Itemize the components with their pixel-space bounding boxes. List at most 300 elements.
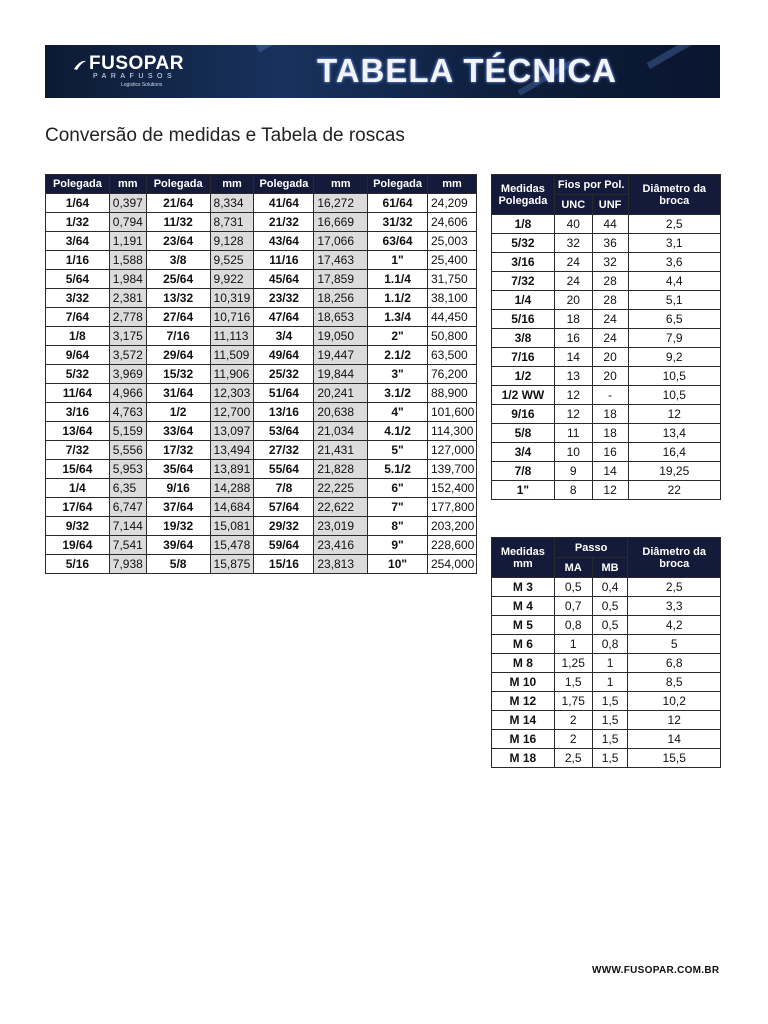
inch-cell: 9/64	[46, 346, 110, 365]
table-row	[492, 348, 721, 367]
size-cell: 5/32	[492, 234, 555, 253]
table-row	[46, 232, 477, 251]
mm-cell: 15,478	[210, 536, 254, 555]
table-row	[46, 289, 477, 308]
pitch-cell-1: 12	[554, 405, 592, 424]
inch-cell: 17/32	[146, 441, 210, 460]
drill-cell: 14	[628, 730, 721, 749]
mm-cell: 1,191	[109, 232, 146, 251]
drill-cell: 13,4	[628, 424, 721, 443]
size-cell: 3/16	[492, 253, 555, 272]
size-cell: 7/16	[492, 348, 555, 367]
header-mb: MB	[592, 558, 628, 578]
inch-cell: 55/64	[254, 460, 314, 479]
table-row	[46, 308, 477, 327]
inch-cell: 3/4	[254, 327, 314, 346]
table-row	[492, 673, 721, 692]
mm-cell: 25,400	[427, 251, 476, 270]
table-row	[492, 730, 721, 749]
mm-cell: 16,272	[314, 194, 368, 213]
table-row	[46, 460, 477, 479]
size-cell: 3/4	[492, 443, 555, 462]
inch-cell: 27/64	[146, 308, 210, 327]
inch-cell: 45/64	[254, 270, 314, 289]
mm-cell: 13,494	[210, 441, 254, 460]
inch-cell: 1.1/2	[368, 289, 428, 308]
mm-cell: 3,175	[109, 327, 146, 346]
drill-cell: 19,25	[628, 462, 721, 481]
mm-cell: 1,588	[109, 251, 146, 270]
mm-cell: 44,450	[427, 308, 476, 327]
pitch-cell-1: 24	[554, 253, 592, 272]
mm-cell: 19,050	[314, 327, 368, 346]
mm-cell: 24,209	[427, 194, 476, 213]
inch-cell: 7/32	[46, 441, 110, 460]
mm-cell: 19,844	[314, 365, 368, 384]
thread-table-inch	[491, 174, 721, 500]
conversion-header-row	[46, 175, 477, 194]
drill-cell: 10,2	[628, 692, 721, 711]
pitch-cell-1: 20	[554, 291, 592, 310]
table-row	[46, 327, 477, 346]
mm-cell: 22,225	[314, 479, 368, 498]
table-row	[492, 597, 721, 616]
mm-cell: 11,113	[210, 327, 254, 346]
inch-cell: 1/32	[46, 213, 110, 232]
banner-title: TABELA TÉCNICA	[317, 52, 617, 89]
table-row	[492, 386, 721, 405]
table-row	[46, 479, 477, 498]
pitch-cell-1: 24	[554, 272, 592, 291]
size-cell: M 6	[492, 635, 555, 654]
inch-cell: 9/16	[146, 479, 210, 498]
size-cell: M 3	[492, 578, 555, 597]
mm-cell: 228,600	[427, 536, 476, 555]
inch-cell: 25/64	[146, 270, 210, 289]
conversion-table	[45, 174, 477, 574]
inch-cell: 10"	[368, 555, 428, 574]
mm-cell: 20,638	[314, 403, 368, 422]
drill-cell: 15,5	[628, 749, 721, 768]
pitch-cell-1: 12	[554, 386, 592, 405]
table-row	[492, 711, 721, 730]
size-cell: 1/2 WW	[492, 386, 555, 405]
pitch-cell-1: 1,5	[554, 673, 592, 692]
header-polegada: Polegada	[46, 175, 110, 194]
mm-cell: 63,500	[427, 346, 476, 365]
inch-cell: 25/32	[254, 365, 314, 384]
pitch-cell-2: -	[592, 386, 628, 405]
inch-cell: 8"	[368, 517, 428, 536]
pitch-cell-2: 18	[592, 424, 628, 443]
size-cell: 9/16	[492, 405, 555, 424]
inch-cell: 13/32	[146, 289, 210, 308]
mm-cell: 7,938	[109, 555, 146, 574]
inch-cell: 31/64	[146, 384, 210, 403]
pitch-cell-1: 18	[554, 310, 592, 329]
inch-cell: 5/16	[46, 555, 110, 574]
mm-cell: 4,763	[109, 403, 146, 422]
mm-cell: 17,463	[314, 251, 368, 270]
size-cell: 7/8	[492, 462, 555, 481]
table-row	[492, 692, 721, 711]
inch-cell: 61/64	[368, 194, 428, 213]
pitch-cell-2: 0,5	[592, 616, 628, 635]
header-mm: mm	[314, 175, 368, 194]
inch-cell: 3/64	[46, 232, 110, 251]
header-mm: mm	[210, 175, 254, 194]
size-cell: 5/16	[492, 310, 555, 329]
pitch-cell-2: 1	[592, 654, 628, 673]
pitch-cell-1: 8	[554, 481, 592, 500]
header-polegada: Polegada	[146, 175, 210, 194]
inch-cell: 2"	[368, 327, 428, 346]
header-fios-por-pol: Fios por Pol.	[554, 175, 628, 195]
pitch-cell-2: 1	[592, 673, 628, 692]
pitch-cell-2: 20	[592, 348, 628, 367]
table-row	[46, 346, 477, 365]
table-row	[46, 213, 477, 232]
inch-cell: 1.3/4	[368, 308, 428, 327]
table-row	[492, 578, 721, 597]
table-row	[46, 403, 477, 422]
pitch-cell-2: 24	[592, 310, 628, 329]
inch-cell: 3/8	[146, 251, 210, 270]
inch-cell: 1/4	[46, 479, 110, 498]
inch-cell: 7/16	[146, 327, 210, 346]
drill-cell: 10,5	[628, 386, 721, 405]
pitch-cell-1: 9	[554, 462, 592, 481]
table-row	[492, 405, 721, 424]
inch-cell: 35/64	[146, 460, 210, 479]
inch-cell: 29/64	[146, 346, 210, 365]
fusopar-logo	[73, 53, 184, 88]
pitch-cell-1: 0,8	[554, 616, 592, 635]
inch-cell: 59/64	[254, 536, 314, 555]
inch-cell: 9"	[368, 536, 428, 555]
inch-cell: 41/64	[254, 194, 314, 213]
pitch-cell-2: 16	[592, 443, 628, 462]
mm-cell: 6,747	[109, 498, 146, 517]
mm-cell: 5,159	[109, 422, 146, 441]
footer-website: WWW.FUSOPAR.COM.BR	[592, 965, 720, 976]
drill-cell: 4,4	[628, 272, 721, 291]
inch-cell: 5.1/2	[368, 460, 428, 479]
pitch-cell-1: 13	[554, 367, 592, 386]
header-diametro-broca-metric: Diâmetro da broca	[628, 538, 721, 578]
mm-cell: 3,572	[109, 346, 146, 365]
pitch-cell-2: 0,8	[592, 635, 628, 654]
mm-cell: 139,700	[427, 460, 476, 479]
page-title: Conversão de medidas e Tabela de roscas	[45, 125, 405, 146]
size-cell: 1/8	[492, 215, 555, 234]
table-row	[492, 481, 721, 500]
inch-cell: 19/32	[146, 517, 210, 536]
mm-cell: 10,319	[210, 289, 254, 308]
header-medidas-polegada: Medidas Polegada	[492, 175, 555, 215]
mm-cell: 20,241	[314, 384, 368, 403]
inch-cell: 9/32	[46, 517, 110, 536]
drill-cell: 8,5	[628, 673, 721, 692]
drill-cell: 3,6	[628, 253, 721, 272]
mm-cell: 16,669	[314, 213, 368, 232]
table-row	[46, 365, 477, 384]
drill-cell: 7,9	[628, 329, 721, 348]
inch-cell: 4"	[368, 403, 428, 422]
drill-cell: 10,5	[628, 367, 721, 386]
drill-cell: 6,5	[628, 310, 721, 329]
table-row	[492, 272, 721, 291]
table-row	[46, 536, 477, 555]
mm-cell: 203,200	[427, 517, 476, 536]
table-row	[492, 253, 721, 272]
drill-cell: 5,1	[628, 291, 721, 310]
mm-cell: 11,509	[210, 346, 254, 365]
mm-cell: 88,900	[427, 384, 476, 403]
mm-cell: 9,922	[210, 270, 254, 289]
inch-cell: 4.1/2	[368, 422, 428, 441]
mm-cell: 7,541	[109, 536, 146, 555]
mm-cell: 127,000	[427, 441, 476, 460]
inch-cell: 3.1/2	[368, 384, 428, 403]
header-diametro-broca: Diâmetro da broca	[628, 175, 721, 215]
pitch-cell-2: 24	[592, 329, 628, 348]
inch-cell: 1/2	[146, 403, 210, 422]
pitch-cell-2: 12	[592, 481, 628, 500]
mm-cell: 11,906	[210, 365, 254, 384]
pitch-cell-1: 16	[554, 329, 592, 348]
pitch-cell-2: 18	[592, 405, 628, 424]
drill-cell: 3,1	[628, 234, 721, 253]
pitch-cell-2: 32	[592, 253, 628, 272]
table-row	[46, 251, 477, 270]
inch-cell: 31/32	[368, 213, 428, 232]
mm-cell: 6,35	[109, 479, 146, 498]
table-row	[492, 424, 721, 443]
mm-cell: 23,019	[314, 517, 368, 536]
drill-cell: 5	[628, 635, 721, 654]
mm-cell: 4,966	[109, 384, 146, 403]
inch-cell: 11/32	[146, 213, 210, 232]
pitch-cell-1: 1	[554, 635, 592, 654]
mm-cell: 12,700	[210, 403, 254, 422]
mm-cell: 9,525	[210, 251, 254, 270]
drill-cell: 6,8	[628, 654, 721, 673]
mm-cell: 5,953	[109, 460, 146, 479]
header-unc: UNC	[554, 195, 592, 215]
mm-cell: 9,128	[210, 232, 254, 251]
table-row	[492, 291, 721, 310]
table-row	[46, 422, 477, 441]
pitch-cell-2: 1,5	[592, 730, 628, 749]
drill-cell: 16,4	[628, 443, 721, 462]
logo-subtext: PARAFUSOS	[93, 73, 177, 80]
mm-cell: 19,447	[314, 346, 368, 365]
inch-cell: 5/8	[146, 555, 210, 574]
table-row	[46, 517, 477, 536]
inch-cell: 39/64	[146, 536, 210, 555]
inch-cell: 19/64	[46, 536, 110, 555]
mm-cell: 0,397	[109, 194, 146, 213]
inch-cell: 15/32	[146, 365, 210, 384]
size-cell: M 5	[492, 616, 555, 635]
pitch-cell-2: 1,5	[592, 692, 628, 711]
mm-cell: 23,416	[314, 536, 368, 555]
mm-cell: 31,750	[427, 270, 476, 289]
table-row	[46, 194, 477, 213]
header-medidas-mm: Medidas mm	[492, 538, 555, 578]
inch-cell: 3"	[368, 365, 428, 384]
inch-cell: 7/64	[46, 308, 110, 327]
header-mm: mm	[109, 175, 146, 194]
inch-cell: 63/64	[368, 232, 428, 251]
inch-cell: 13/16	[254, 403, 314, 422]
inch-cell: 47/64	[254, 308, 314, 327]
inch-cell: 3/16	[46, 403, 110, 422]
table-row	[46, 555, 477, 574]
pitch-cell-1: 40	[554, 215, 592, 234]
inch-cell: 53/64	[254, 422, 314, 441]
header-mm: mm	[427, 175, 476, 194]
inch-cell: 23/32	[254, 289, 314, 308]
inch-cell: 7"	[368, 498, 428, 517]
drill-cell: 12	[628, 711, 721, 730]
pitch-cell-2: 44	[592, 215, 628, 234]
mm-cell: 2,778	[109, 308, 146, 327]
drill-cell: 12	[628, 405, 721, 424]
size-cell: 1/2	[492, 367, 555, 386]
size-cell: M 18	[492, 749, 555, 768]
inch-cell: 11/64	[46, 384, 110, 403]
table-row	[46, 384, 477, 403]
mm-cell: 0,794	[109, 213, 146, 232]
drill-cell: 2,5	[628, 215, 721, 234]
size-cell: M 8	[492, 654, 555, 673]
mm-cell: 18,653	[314, 308, 368, 327]
header-unf: UNF	[592, 195, 628, 215]
mm-cell: 13,097	[210, 422, 254, 441]
mm-cell: 76,200	[427, 365, 476, 384]
pitch-cell-1: 1,75	[554, 692, 592, 711]
table-row	[46, 498, 477, 517]
mm-cell: 8,334	[210, 194, 254, 213]
mm-cell: 12,303	[210, 384, 254, 403]
inch-cell: 5/64	[46, 270, 110, 289]
inch-cell: 5/32	[46, 365, 110, 384]
table-row	[492, 462, 721, 481]
inch-cell: 1/16	[46, 251, 110, 270]
mm-cell: 14,684	[210, 498, 254, 517]
mm-cell: 101,600	[427, 403, 476, 422]
drill-cell: 4,2	[628, 616, 721, 635]
logo-text: FUSOPAR	[89, 53, 184, 74]
inch-cell: 3/32	[46, 289, 110, 308]
mm-cell: 15,875	[210, 555, 254, 574]
drill-cell: 9,2	[628, 348, 721, 367]
pitch-cell-1: 14	[554, 348, 592, 367]
mm-cell: 254,000	[427, 555, 476, 574]
pitch-cell-1: 2,5	[554, 749, 592, 768]
drill-cell: 22	[628, 481, 721, 500]
pitch-cell-1: 2	[554, 711, 592, 730]
mm-cell: 13,891	[210, 460, 254, 479]
header-passo: Passo	[554, 538, 628, 558]
pitch-cell-1: 0,5	[554, 578, 592, 597]
inch-cell: 1/64	[46, 194, 110, 213]
size-cell: M 12	[492, 692, 555, 711]
pitch-cell-2: 20	[592, 367, 628, 386]
inch-cell: 43/64	[254, 232, 314, 251]
size-cell: 7/32	[492, 272, 555, 291]
table-row	[46, 441, 477, 460]
mm-cell: 152,400	[427, 479, 476, 498]
pitch-cell-1: 2	[554, 730, 592, 749]
pitch-cell-2: 1,5	[592, 711, 628, 730]
thread-table-metric	[491, 537, 721, 768]
inch-cell: 51/64	[254, 384, 314, 403]
pitch-cell-1: 10	[554, 443, 592, 462]
drill-cell: 2,5	[628, 578, 721, 597]
inch-cell: 15/64	[46, 460, 110, 479]
logo-tagline: Logistics Solutions	[121, 82, 163, 88]
inch-cell: 21/32	[254, 213, 314, 232]
mm-cell: 177,800	[427, 498, 476, 517]
pitch-cell-2: 0,4	[592, 578, 628, 597]
inch-cell: 17/64	[46, 498, 110, 517]
mm-cell: 17,859	[314, 270, 368, 289]
header-ma: MA	[554, 558, 592, 578]
inch-cell: 1/8	[46, 327, 110, 346]
pitch-cell-1: 11	[554, 424, 592, 443]
mm-cell: 114,300	[427, 422, 476, 441]
pitch-cell-1: 1,25	[554, 654, 592, 673]
table-row	[492, 329, 721, 348]
header-banner	[45, 45, 720, 98]
table-row	[46, 270, 477, 289]
table-row	[492, 215, 721, 234]
inch-cell: 23/64	[146, 232, 210, 251]
inch-cell: 13/64	[46, 422, 110, 441]
mm-cell: 18,256	[314, 289, 368, 308]
inch-cell: 33/64	[146, 422, 210, 441]
mm-cell: 21,431	[314, 441, 368, 460]
inch-cell: 7/8	[254, 479, 314, 498]
mm-cell: 2,381	[109, 289, 146, 308]
mm-cell: 1,984	[109, 270, 146, 289]
header-polegada: Polegada	[368, 175, 428, 194]
inch-cell: 11/16	[254, 251, 314, 270]
inch-cell: 27/32	[254, 441, 314, 460]
inch-cell: 37/64	[146, 498, 210, 517]
table-row	[492, 616, 721, 635]
mm-cell: 7,144	[109, 517, 146, 536]
pitch-cell-2: 28	[592, 272, 628, 291]
pitch-cell-2: 28	[592, 291, 628, 310]
mm-cell: 5,556	[109, 441, 146, 460]
mm-cell: 17,066	[314, 232, 368, 251]
pitch-cell-1: 32	[554, 234, 592, 253]
mm-cell: 10,716	[210, 308, 254, 327]
mm-cell: 23,813	[314, 555, 368, 574]
table-row	[492, 443, 721, 462]
mm-cell: 24,606	[427, 213, 476, 232]
size-cell: M 4	[492, 597, 555, 616]
size-cell: 5/8	[492, 424, 555, 443]
size-cell: 1/4	[492, 291, 555, 310]
size-cell: M 16	[492, 730, 555, 749]
table-row	[492, 635, 721, 654]
size-cell: M 14	[492, 711, 555, 730]
